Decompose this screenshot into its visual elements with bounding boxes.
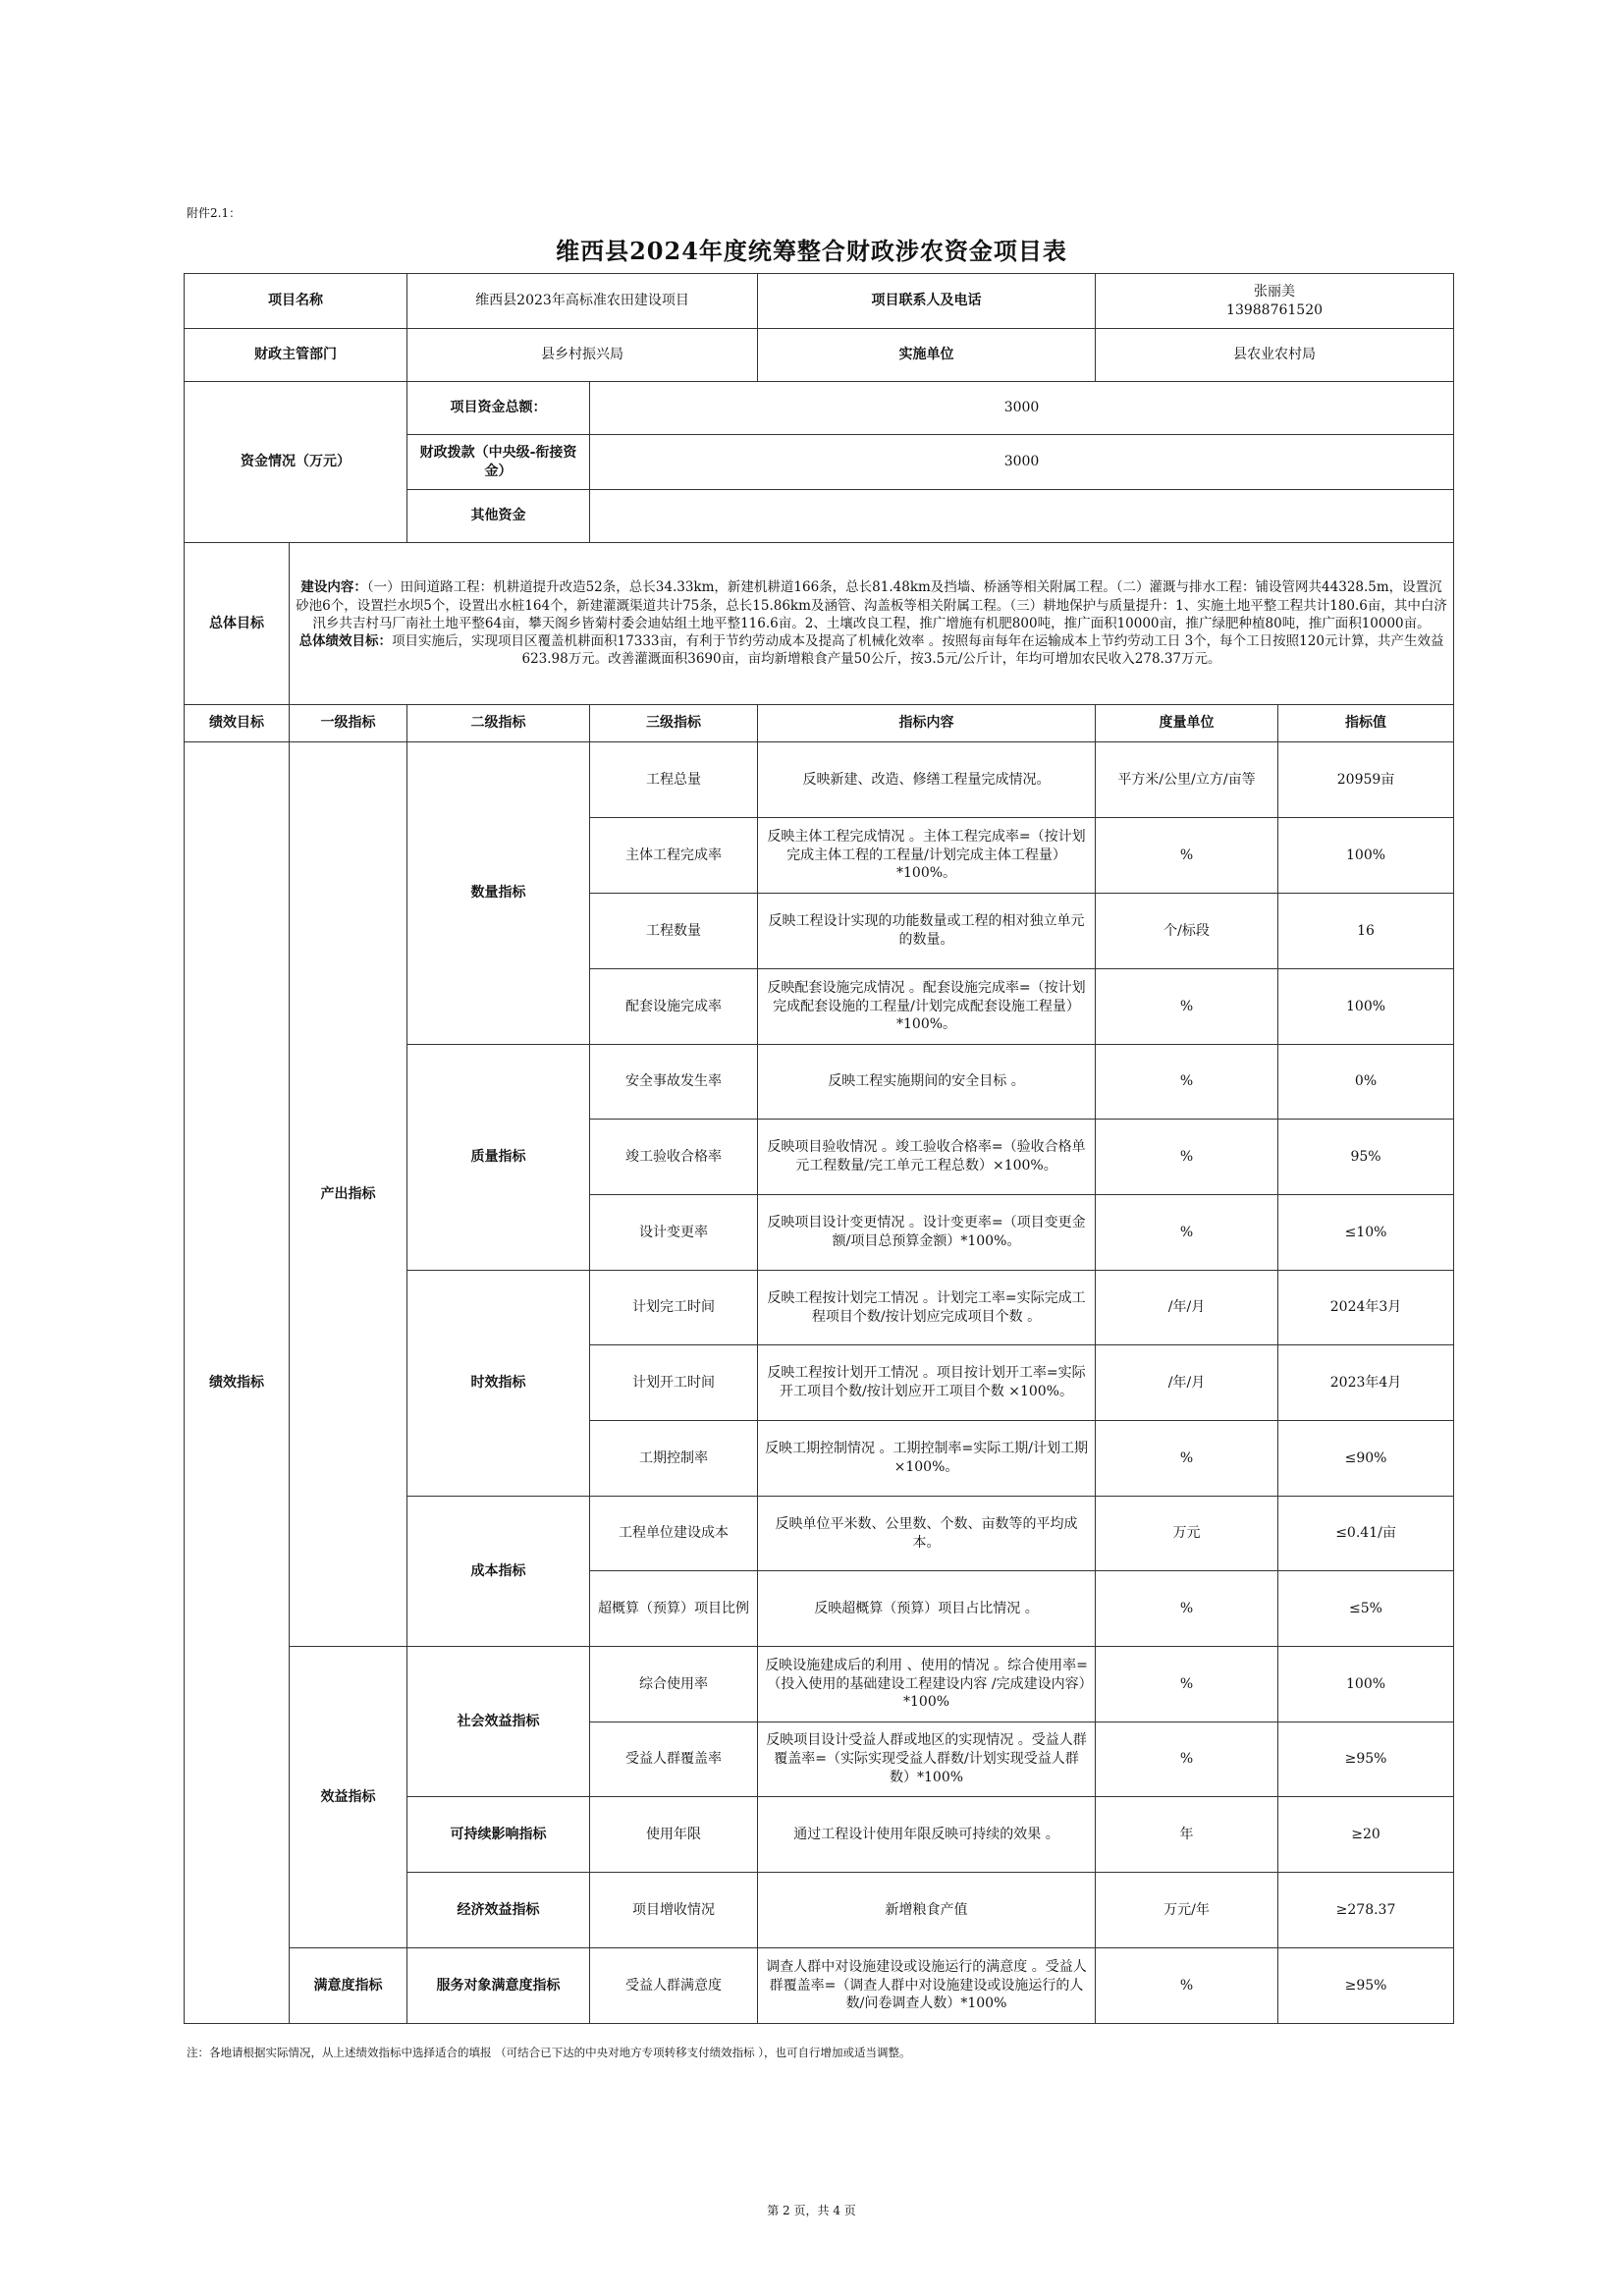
unit-cell: % xyxy=(1096,1195,1278,1271)
goal-row xyxy=(185,543,1454,705)
content-cell: 反映超概算（预算）项目占比情况 。 xyxy=(758,1571,1096,1647)
perf-header-unit: 度量单位 xyxy=(1096,705,1278,742)
table-row xyxy=(185,1948,1454,2024)
perf-indicator-label: 绩效指标 xyxy=(185,742,290,2024)
funds-total-row xyxy=(185,382,1454,435)
level3-cell: 工程总量 xyxy=(590,742,758,818)
content-cell: 反映单位平米数、公里数、个数、亩数等的平均成本。 xyxy=(758,1497,1096,1571)
project-name-row xyxy=(185,274,1454,329)
construction-content-title: 建设内容： xyxy=(300,579,367,596)
level3-cell: 综合使用率 xyxy=(590,1647,758,1722)
impl-value: 县农业农村局 xyxy=(1096,329,1454,382)
level3-cell: 超概算（预算）项目比例 xyxy=(590,1571,758,1647)
unit-cell: /年/月 xyxy=(1096,1271,1278,1345)
perf-header-content: 指标内容 xyxy=(758,705,1096,742)
level3-cell: 受益人群满意度 xyxy=(590,1948,758,2024)
overall-perf-title: 总体绩效目标： xyxy=(298,633,393,650)
funds-other-label: 其他资金 xyxy=(407,490,590,543)
content-cell: 反映工程按计划开工情况 。项目按计划开工率=实际开工项目个数/按计划应开工项目个数 ×100%。 xyxy=(758,1345,1096,1421)
project-table xyxy=(184,273,1454,2024)
value-cell: ≥20 xyxy=(1278,1797,1454,1873)
level3-cell: 安全事故发生率 xyxy=(590,1045,758,1120)
perf-header-level1: 一级指标 xyxy=(290,705,407,742)
attachment-label: 附件2.1： xyxy=(187,206,242,220)
level1-satisfaction: 满意度指标 xyxy=(290,1948,407,2024)
perf-header-row xyxy=(185,705,1454,742)
level2-sustain: 可持续影响指标 xyxy=(407,1797,590,1873)
project-name-value: 维西县2023年高标准农田建设项目 xyxy=(407,274,758,329)
construction-content-text: （一）田间道路工程：机耕道提升改造52条，总长34.33km，新建机耕道166条，总长81.48km及挡墙、桥涵等相关附属工程。（二）灌溉与排水工程：铺设管网共44328.5m，设置沉砂池6个，设置拦水坝5个，设置出水桩164个，新建灌溉渠道共计75条，总长15.86km及涵管、沟盖板等相关附属工程。（三）耕地保护与质量提升：1、实施土地平整工程共计180.6亩，其中白济汛乡共吉村马厂南社土地平整64亩，攀天阁乡皆菊村委会迪姑组土地平整116.6亩。2、土壤改良工程，推广增施有机肥800吨，推广面积10000亩，推广绿肥种植80吨，推广面积10000亩。 xyxy=(296,579,1447,631)
perf-header-value: 指标值 xyxy=(1278,705,1454,742)
level2-timeliness: 时效指标 xyxy=(407,1271,590,1497)
unit-cell: % xyxy=(1096,1045,1278,1120)
content-cell: 反映设施建成后的利用 、使用的情况 。综合使用率=（投入使用的基础建设工程建设内容 /完成建设内容）*100% xyxy=(758,1647,1096,1722)
unit-cell: % xyxy=(1096,818,1278,894)
unit-cell: % xyxy=(1096,1421,1278,1497)
content-cell: 反映工期控制情况 。工期控制率=实际工期/计划工期×100%。 xyxy=(758,1421,1096,1497)
content-cell: 新增粮食产值 xyxy=(758,1873,1096,1948)
value-cell: 100% xyxy=(1278,1647,1454,1722)
level3-cell: 竣工验收合格率 xyxy=(590,1120,758,1195)
unit-cell: % xyxy=(1096,1722,1278,1797)
overall-perf-text: 项目实施后，实现项目区覆盖机耕面积17333亩，有利于节约劳动成本及提高了机械化效率 。按照每亩每年在运输成本上节约劳动工日 3个，每个工日按照120元计算，共产生效益623.98万元。改善灌溉面积3690亩，亩均新增粮食产量50公斤，按3.5元/公斤计，年均可增加农民收入278.37万元。 xyxy=(392,633,1444,668)
page-title: 维西县2024年度统筹整合财政涉农资金项目表 xyxy=(556,237,1067,265)
value-cell: 95% xyxy=(1278,1120,1454,1195)
value-cell: ≥95% xyxy=(1278,1722,1454,1797)
content-cell: 反映工程实施期间的安全目标 。 xyxy=(758,1045,1096,1120)
level2-economic: 经济效益指标 xyxy=(407,1873,590,1948)
level3-cell: 使用年限 xyxy=(590,1797,758,1873)
content-cell: 反映工程设计实现的功能数量或工程的相对独立单元的数量。 xyxy=(758,894,1096,969)
funds-total-value: 3000 xyxy=(590,382,1454,435)
content-cell: 反映工程按计划完工情况 。计划完工率=实际完成工程项目个数/按计划应完成项目个数 。 xyxy=(758,1271,1096,1345)
level2-cost: 成本指标 xyxy=(407,1497,590,1647)
impl-label: 实施单位 xyxy=(758,329,1096,382)
contact-name: 张丽美 xyxy=(1254,283,1296,300)
dept-row xyxy=(185,329,1454,382)
funds-other-value xyxy=(590,490,1454,543)
level3-cell: 主体工程完成率 xyxy=(590,818,758,894)
level3-cell: 项目增收情况 xyxy=(590,1873,758,1948)
funds-label: 资金情况（万元） xyxy=(185,382,407,543)
content-cell: 反映新建、改造、修缮工程量完成情况。 xyxy=(758,742,1096,818)
level1-benefit: 效益指标 xyxy=(290,1647,407,1948)
level2-quality: 质量指标 xyxy=(407,1045,590,1271)
unit-cell: 个/标段 xyxy=(1096,894,1278,969)
content-cell: 反映项目设计变更情况 。设计变更率=（项目变更金额/项目总预算金额）*100%。 xyxy=(758,1195,1096,1271)
value-cell: 100% xyxy=(1278,818,1454,894)
dept-label: 财政主管部门 xyxy=(185,329,407,382)
content-cell: 反映配套设施完成情况 。配套设施完成率=（按计划完成配套设施的工程量/计划完成配套设施工程量）*100%。 xyxy=(758,969,1096,1045)
value-cell: ≤5% xyxy=(1278,1571,1454,1647)
unit-cell: 万元/年 xyxy=(1096,1873,1278,1948)
level3-cell: 受益人群覆盖率 xyxy=(590,1722,758,1797)
contact-label: 项目联系人及电话 xyxy=(758,274,1096,329)
unit-cell: % xyxy=(1096,1120,1278,1195)
level3-cell: 设计变更率 xyxy=(590,1195,758,1271)
level3-cell: 工期控制率 xyxy=(590,1421,758,1497)
page-number: 第 2 页，共 4 页 xyxy=(767,2204,856,2217)
value-cell: ≥278.37 xyxy=(1278,1873,1454,1948)
value-cell: 2024年3月 xyxy=(1278,1271,1454,1345)
contact-value xyxy=(1096,274,1454,329)
value-cell: 2023年4月 xyxy=(1278,1345,1454,1421)
value-cell: 0% xyxy=(1278,1045,1454,1120)
contact-phone: 13988761520 xyxy=(1226,301,1324,318)
project-name-label: 项目名称 xyxy=(185,274,407,329)
level3-cell: 计划开工时间 xyxy=(590,1345,758,1421)
content-cell: 反映项目验收情况 。竣工验收合格率=（验收合格单元工程数量/完工单元工程总数）×100%。 xyxy=(758,1120,1096,1195)
goal-label: 总体目标 xyxy=(185,543,290,705)
level2-service: 服务对象满意度指标 xyxy=(407,1948,590,2024)
level1-output: 产出指标 xyxy=(290,742,407,1647)
value-cell: 16 xyxy=(1278,894,1454,969)
level3-cell: 工程数量 xyxy=(590,894,758,969)
value-cell: 20959亩 xyxy=(1278,742,1454,818)
level3-cell: 计划完工时间 xyxy=(590,1271,758,1345)
level2-social: 社会效益指标 xyxy=(407,1647,590,1797)
funds-fiscal-value: 3000 xyxy=(590,435,1454,490)
unit-cell: % xyxy=(1096,1647,1278,1722)
unit-cell: 年 xyxy=(1096,1797,1278,1873)
dept-value: 县乡村振兴局 xyxy=(407,329,758,382)
footnote: 注：各地请根据实际情况，从上述绩效指标中选择适合的填报 （可结合已下达的中央对地方专项转移支付绩效指标 ），也可自行增加或适当调整。 xyxy=(187,2046,911,2059)
value-cell: ≤10% xyxy=(1278,1195,1454,1271)
value-cell: ≥95% xyxy=(1278,1948,1454,2024)
content-cell: 通过工程设计使用年限反映可持续的效果 。 xyxy=(758,1797,1096,1873)
unit-cell: 万元 xyxy=(1096,1497,1278,1571)
funds-total-label: 项目资金总额： xyxy=(407,382,590,435)
unit-cell: /年/月 xyxy=(1096,1345,1278,1421)
level3-cell: 工程单位建设成本 xyxy=(590,1497,758,1571)
value-cell: ≤90% xyxy=(1278,1421,1454,1497)
unit-cell: 平方米/公里/立方/亩等 xyxy=(1096,742,1278,818)
value-cell: ≤0.41/亩 xyxy=(1278,1497,1454,1571)
table-row xyxy=(185,1647,1454,1722)
funds-fiscal-label: 财政拨款（中央级-衔接资金） xyxy=(407,435,590,490)
perf-header-level3: 三级指标 xyxy=(590,705,758,742)
perf-header-level2: 二级指标 xyxy=(407,705,590,742)
content-cell: 反映主体工程完成情况 。主体工程完成率=（按计划完成主体工程的工程量/计划完成主体工程量）*100%。 xyxy=(758,818,1096,894)
goal-content xyxy=(290,543,1454,705)
unit-cell: % xyxy=(1096,969,1278,1045)
unit-cell: % xyxy=(1096,1948,1278,2024)
content-cell: 调查人群中对设施建设或设施运行的满意度 。受益人群覆盖率=（调查人群中对设施建设或设施运行的人数/问卷调查人数）*100% xyxy=(758,1948,1096,2024)
level2-quantity: 数量指标 xyxy=(407,742,590,1045)
unit-cell: % xyxy=(1096,1571,1278,1647)
content-cell: 反映项目设计受益人群或地区的实现情况 。受益人群覆盖率=（实际实现受益人群数/计划实现受益人群数）*100% xyxy=(758,1722,1096,1797)
value-cell: 100% xyxy=(1278,969,1454,1045)
level3-cell: 配套设施完成率 xyxy=(590,969,758,1045)
table-row xyxy=(185,742,1454,818)
perf-header-goal: 绩效目标 xyxy=(185,705,290,742)
